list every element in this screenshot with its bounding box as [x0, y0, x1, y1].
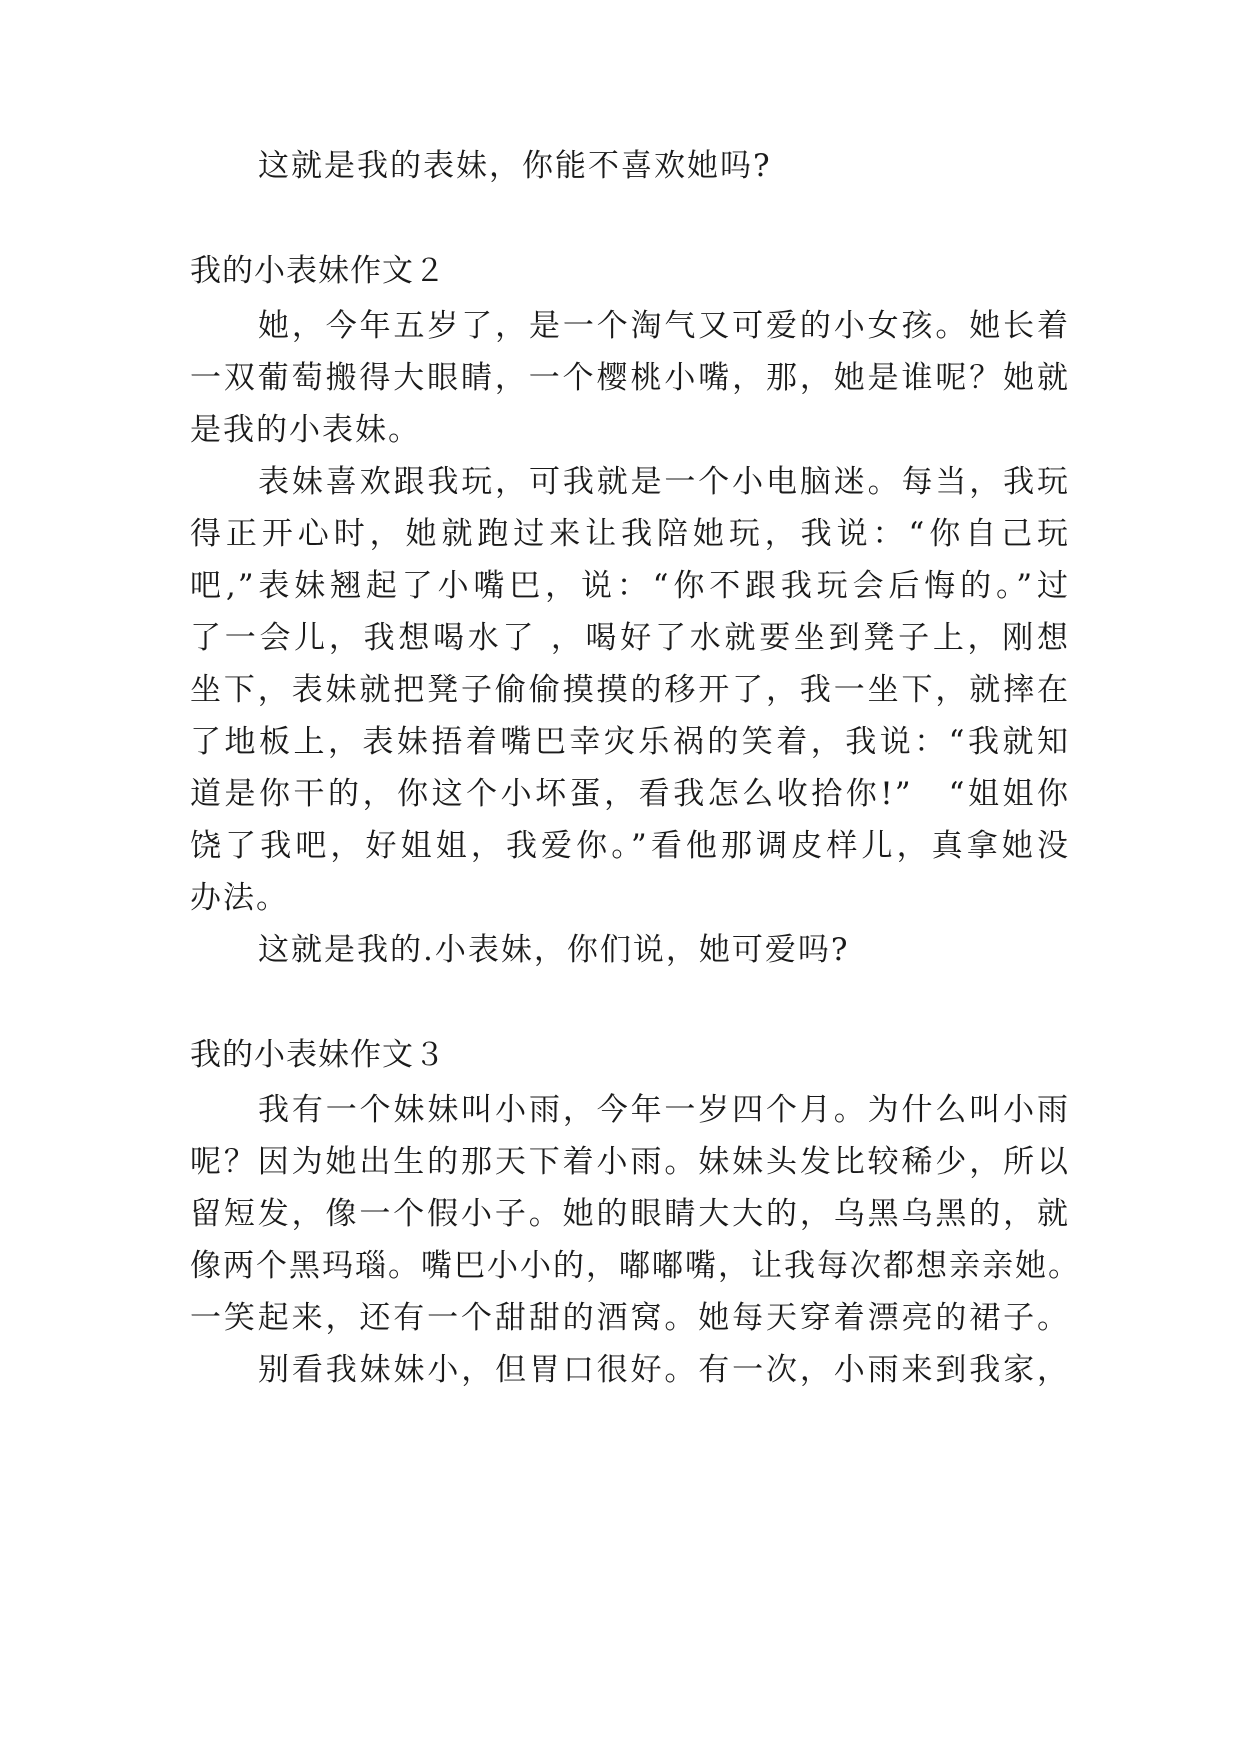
text-line: 留短发，像一个假小子。她的眼睛大大的，乌黑乌黑的，就: [190, 1196, 1070, 1232]
section-heading-3: 我的小表妹作文３: [190, 1037, 446, 1073]
text-line: 饶了我吧，好姐姐，我爱你。”看他那调皮样儿，真拿她没: [190, 828, 1070, 864]
text-line: 一双葡萄搬得大眼睛，一个樱桃小嘴，那，她是谁呢？她就: [190, 360, 1070, 396]
text-line: 我有一个妹妹叫小雨，今年一岁四个月。为什么叫小雨: [258, 1092, 1070, 1128]
text-line: 她，今年五岁了，是一个淘气又可爱的小女孩。她长着: [258, 308, 1070, 344]
text-line: 表妹喜欢跟我玩，可我就是一个小电脑迷。每当，我玩: [258, 464, 1070, 500]
text-line: 了一会儿，我想喝水了 ，喝好了水就要坐到凳子上，刚想: [190, 620, 1070, 656]
paragraph-closing-2: 这就是我的.小表妹，你们说，她可爱吗?: [258, 932, 850, 968]
section-heading-2: 我的小表妹作文２: [190, 253, 446, 289]
text-line: 道是你干的，你这个小坏蛋，看我怎么收拾你!” “姐姐你: [190, 776, 1070, 812]
text-line: 是我的小表妹。: [190, 412, 421, 448]
paragraph-closing-1: 这就是我的表妹，你能不喜欢她吗?: [258, 148, 772, 184]
text-line: 一笑起来，还有一个甜甜的酒窝。她每天穿着漂亮的裙子。: [190, 1300, 1070, 1336]
text-line: 呢？因为她出生的那天下着小雨。妹妹头发比较稀少，所以: [190, 1144, 1070, 1180]
text-line: 坐下，表妹就把凳子偷偷摸摸的移开了，我一坐下，就摔在: [190, 672, 1070, 708]
text-line: 别看我妹妹小，但胃口很好。有一次，小雨来到我家，: [258, 1352, 1070, 1388]
text-line: 得正开心时，她就跑过来让我陪她玩，我说：“你自己玩: [190, 516, 1070, 552]
text-line: 吧,”表妹翘起了小嘴巴，说：“你不跟我玩会后悔的。”过: [190, 568, 1070, 604]
text-line: 办法。: [190, 880, 289, 916]
text-line: 像两个黑玛瑙。嘴巴小小的，嘟嘟嘴，让我每次都想亲亲她。: [190, 1248, 1081, 1284]
text-line: 了地板上，表妹捂着嘴巴幸灾乐祸的笑着，我说：“我就知: [190, 724, 1070, 760]
